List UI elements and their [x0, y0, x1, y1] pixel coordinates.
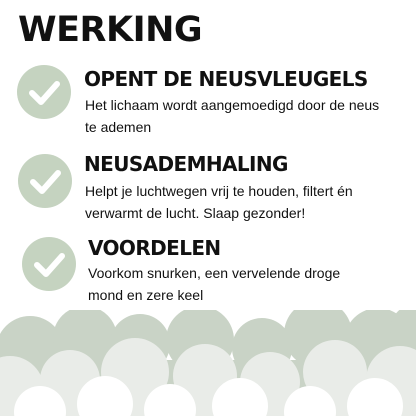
feature-description-line: mond en zere keel — [88, 287, 204, 303]
feature-heading: VOORDELEN — [88, 236, 221, 260]
feature-description-line: verwarmt de lucht. Slaap gezonder! — [85, 205, 306, 221]
feature-description-line: Het lichaam wordt aangemoedigd door de neus — [85, 97, 380, 113]
feature-heading: OPENT DE NEUSVLEUGELS — [84, 67, 368, 91]
feature-description-line: Helpt je luchtwegen vrij te houden, filtert én — [85, 183, 353, 199]
feature-description-line: te ademen — [85, 119, 152, 135]
feature-description-line: Voorkom snurken, een vervelende droge — [88, 265, 341, 281]
check-circle-icon — [17, 65, 71, 119]
check-circle-icon — [22, 237, 76, 291]
page-title: WERKING — [18, 10, 203, 50]
clouds-decoration — [0, 310, 416, 416]
feature-heading: NEUSADEMHALING — [84, 152, 288, 176]
check-circle-icon — [18, 154, 72, 208]
